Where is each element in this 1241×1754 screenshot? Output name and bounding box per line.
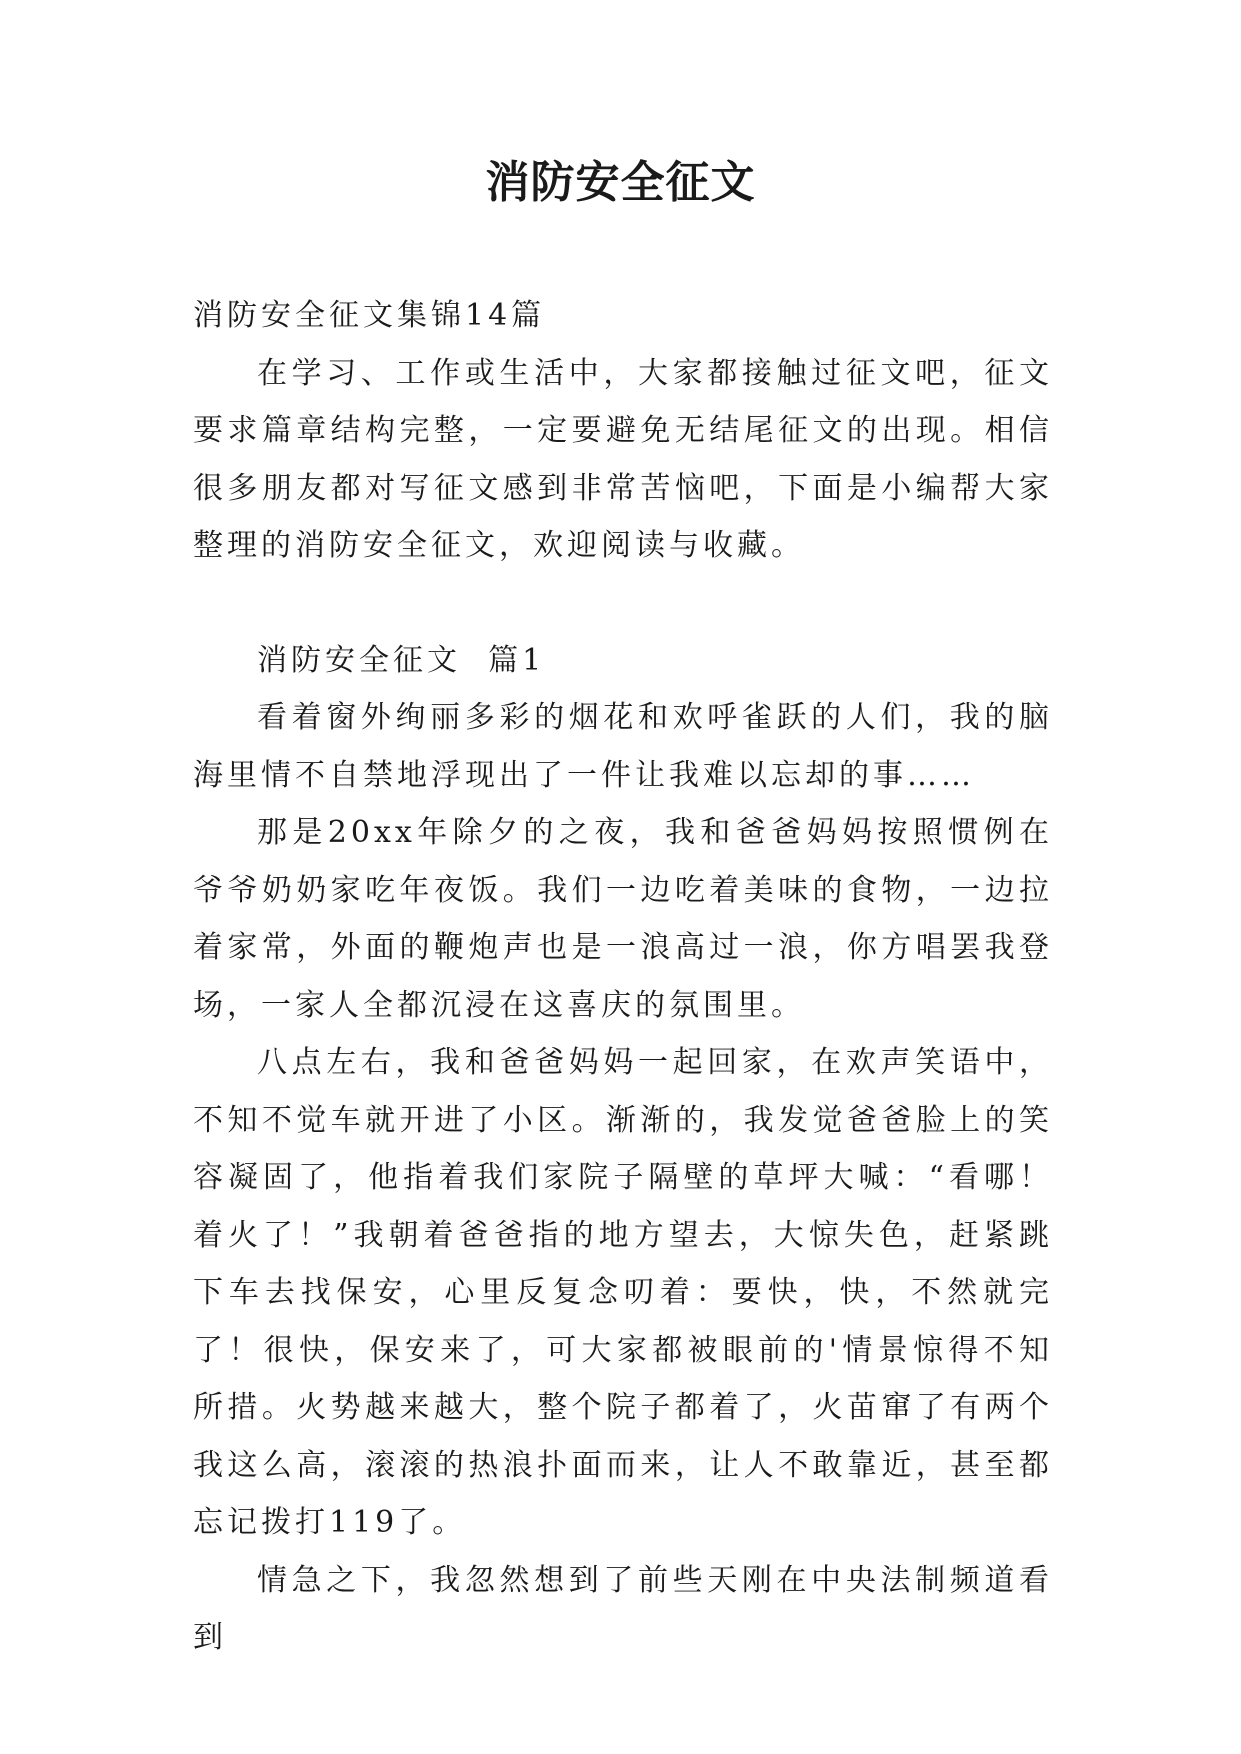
body-paragraph: 情急之下，我忽然想到了前些天刚在中央法制频道看到 <box>193 1562 1053 1655</box>
body-paragraph: 八点左右，我和爸爸妈妈一起回家，在欢声笑语中，不知不觉车就开进了小区。渐渐的，我发觉爸爸脸上的笑容凝固了，他指着我们家院子隔壁的草坪大喊：“看哪！着火了！”我朝着爸爸指的地方望去，大惊失色，赶紧跳下车去找保安，心里反复念叨着：要快，快，不然就完了！很快，保安来了，可大家都被眼前的'情景惊得不知所措。火势越来越大，整个院子都着了，火苗窜了有两个我这么高，滚滚的热浪扑面而来，让人不敢靠近，甚至都忘记拨打119了。 <box>193 1045 1053 1540</box>
section-spacer <box>193 575 1053 632</box>
section-heading: 消防安全征文 篇1 <box>257 642 546 678</box>
body-paragraph: 那是20xx年除夕的之夜，我和爸爸妈妈按照惯例在爷爷奶奶家吃年夜饭。我们一边吃着美味的食物，一边拉着家常，外面的鞭炮声也是一浪高过一浪，你方唱罢我登场，一家人全都沉浸在这喜庆的氛围里。 <box>193 815 1053 1023</box>
intro-paragraph: 在学习、工作或生活中，大家都接触过征文吧，征文要求篇章结构完整，一定要避免无结尾征文的出现。相信很多朋友都对写征文感到非常苦恼吧，下面是小编帮大家整理的消防安全征文，欢迎阅读与收藏。 <box>193 355 1053 563</box>
document-body <box>193 287 1053 1667</box>
document-subtitle: 消防安全征文集锦14篇 <box>193 298 546 333</box>
document-title: 消防安全征文 <box>485 157 756 208</box>
body-paragraph: 看着窗外绚丽多彩的烟花和欢呼雀跃的人们，我的脑海里情不自禁地浮现出了一件让我难以忘却的事…… <box>193 700 1053 793</box>
